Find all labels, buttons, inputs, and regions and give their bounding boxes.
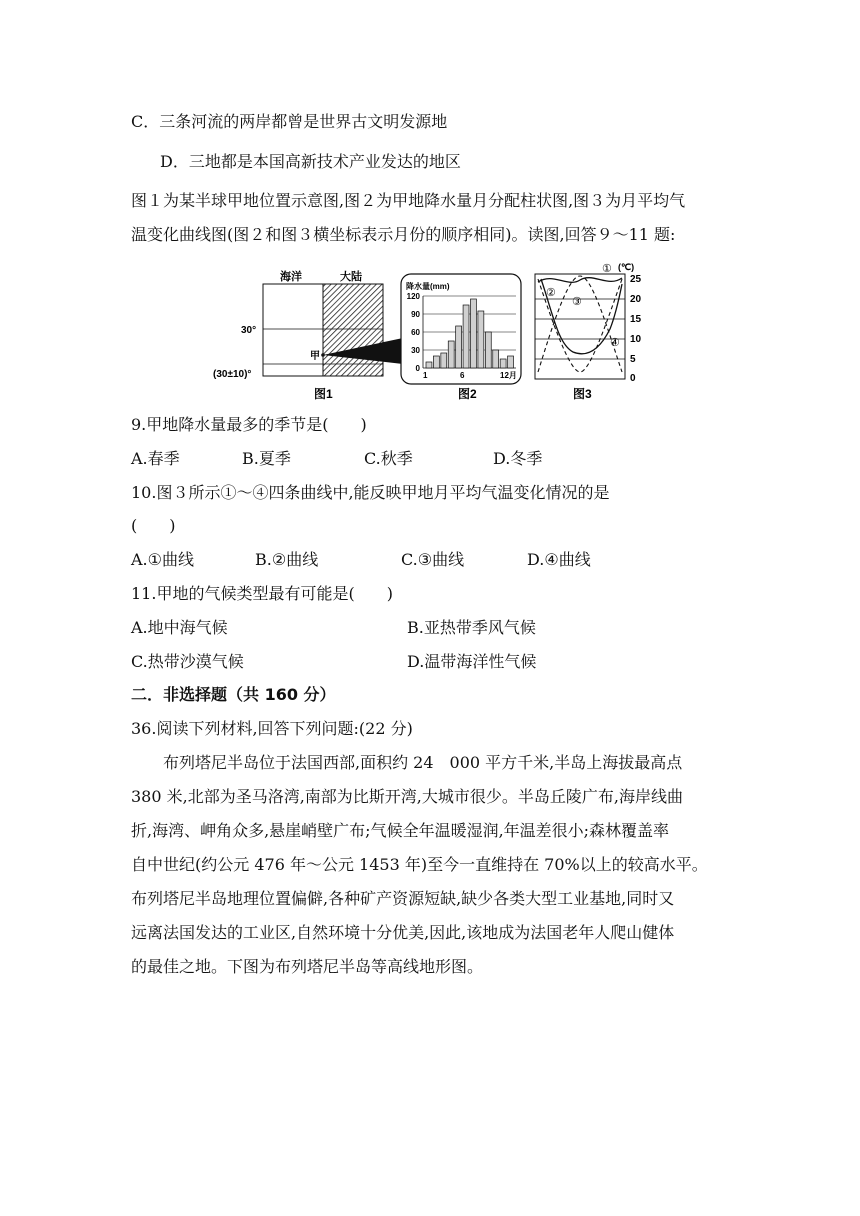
figure1-caption: 图1 <box>314 387 333 401</box>
q10-options <box>131 549 631 571</box>
q10-option-d[interactable]: D.④曲线 <box>527 550 591 569</box>
figure2-precip-chart <box>401 274 521 401</box>
lat-30pm10-label: (30±10)° <box>213 369 252 380</box>
intro-line-1: 图１为某半球甲地位置示意图,图２为甲地降水量月分配柱状图,图３为月平均气 <box>131 191 686 210</box>
q10-paren: ( ) <box>131 516 176 535</box>
figure2-caption: 图2 <box>458 387 477 401</box>
temp-y-tick-0: 0 <box>630 373 636 384</box>
lat-30-label: 30° <box>241 325 257 336</box>
figure3-caption: 图3 <box>573 387 592 401</box>
q11-option-a[interactable]: A.地中海气候 <box>131 618 228 637</box>
curve-label-2: ② <box>546 287 556 299</box>
precip-bar-4 <box>448 341 454 368</box>
q9-options <box>131 448 631 470</box>
q11-options-row1 <box>131 617 631 639</box>
q36-para-line-4: 自中世纪(约公元 476 年～公元 1453 年)至今一直维持在 70%以上的较高水平。 <box>131 855 708 874</box>
q11-option-c[interactable]: C.热带沙漠气候 <box>131 652 244 671</box>
q9-option-c[interactable]: C.秋季 <box>364 449 413 468</box>
precip-bar-9 <box>485 332 491 368</box>
temp-y-tick-5: 5 <box>630 354 636 365</box>
precip-bar-5 <box>456 326 462 368</box>
precip-y-title: 降水量(mm) <box>406 282 450 291</box>
curve-label-1: ① <box>602 263 612 275</box>
curve-label-3: ③ <box>572 296 582 308</box>
temp-y-tick-10: 10 <box>630 334 642 345</box>
option-d-line: D．三地都是本国高新技术产业发达的地区 <box>160 152 461 171</box>
option-c-line: C．三条河流的两岸都曾是世界古文明发源地 <box>131 112 448 131</box>
q36-stem: 36.阅读下列材料,回答下列问题:(22 分) <box>131 719 413 738</box>
precip-bar-2 <box>433 356 439 368</box>
temp-y-tick-20: 20 <box>630 294 642 305</box>
precip-bar-6 <box>463 305 469 368</box>
curve-label-4: ④ <box>610 337 620 349</box>
point-jia-label: 甲 <box>310 351 320 362</box>
q11-option-b[interactable]: B.亚热带季风气候 <box>407 618 536 637</box>
precip-bar-12 <box>508 356 514 368</box>
land-label: 大陆 <box>340 271 362 283</box>
q10-option-c[interactable]: C.③曲线 <box>401 550 465 569</box>
q36-para-line-2: 380 米,北部为圣马洛湾,南部为比斯开湾,大城市很少。半岛丘陵广布,海岸线曲 <box>131 787 683 806</box>
precip-bar-8 <box>478 311 484 368</box>
temp-y-tick-25: 25 <box>630 274 642 285</box>
section-2-heading: 二．非选择题（共 160 分） <box>131 685 336 704</box>
precip-y-tick: 30 <box>411 346 420 355</box>
precip-y-tick: 120 <box>406 292 420 301</box>
precip-bar-11 <box>500 359 506 368</box>
precip-bar-7 <box>471 299 477 368</box>
q36-para-line-7: 的最佳之地。下图为布列塔尼半岛等高线地形图。 <box>131 957 484 976</box>
q11-options-row2 <box>131 651 631 673</box>
q9-option-d[interactable]: D.冬季 <box>493 449 543 468</box>
precip-bar-3 <box>441 353 447 368</box>
precip-x-tick-1: 1 <box>423 371 428 380</box>
q9-option-b[interactable]: B.夏季 <box>242 449 291 468</box>
precip-y-tick: 60 <box>411 328 420 337</box>
q36-para-line-1: 布列塔尼半岛位于法国西部,面积约 24 000 平方千米,半岛上海拔最高点 <box>163 753 683 772</box>
temp-unit: (℃) <box>618 262 635 272</box>
q9-stem: 9.甲地降水量最多的季节是( ) <box>131 415 367 434</box>
climate-figures <box>208 254 658 404</box>
precip-x-tick-12: 12月 <box>500 371 517 380</box>
q9-option-a[interactable]: A.春季 <box>131 449 180 468</box>
precip-x-tick-6: 6 <box>460 371 465 380</box>
temp-y-tick-15: 15 <box>630 314 642 325</box>
precip-bar-10 <box>493 350 499 368</box>
q11-stem: 11.甲地的气候类型最有可能是( ) <box>131 584 393 603</box>
q36-para-line-6: 远离法国发达的工业区,自然环境十分优美,因此,该地成为法国老年人爬山健体 <box>131 923 675 942</box>
q36-para-line-3: 折,海湾、岬角众多,悬崖峭壁广布;气候全年温暖湿润,年温差很小;森林覆盖率 <box>131 821 670 840</box>
intro-line-2: 温变化曲线图(图２和图３横坐标表示月份的顺序相同)。读图,回答９～11 题: <box>131 225 676 244</box>
q10-option-a[interactable]: A.①曲线 <box>131 550 194 569</box>
q10-option-b[interactable]: B.②曲线 <box>255 550 319 569</box>
ocean-label: 海洋 <box>280 271 302 283</box>
precip-bar-1 <box>426 362 432 368</box>
figure3-temperature-chart <box>535 262 642 401</box>
precip-y-tick: 90 <box>411 310 420 319</box>
precip-y-tick: 0 <box>415 364 420 373</box>
q36-para-line-5: 布列塔尼半岛地理位置偏僻,各种矿产资源短缺,缺少各类大型工业基地,同时又 <box>131 889 675 908</box>
q11-option-d[interactable]: D.温带海洋性气候 <box>407 652 537 671</box>
q10-stem: 10.图３所示①～④四条曲线中,能反映甲地月平均气温变化情况的是 <box>131 483 610 502</box>
figure1-location-map <box>213 269 383 401</box>
